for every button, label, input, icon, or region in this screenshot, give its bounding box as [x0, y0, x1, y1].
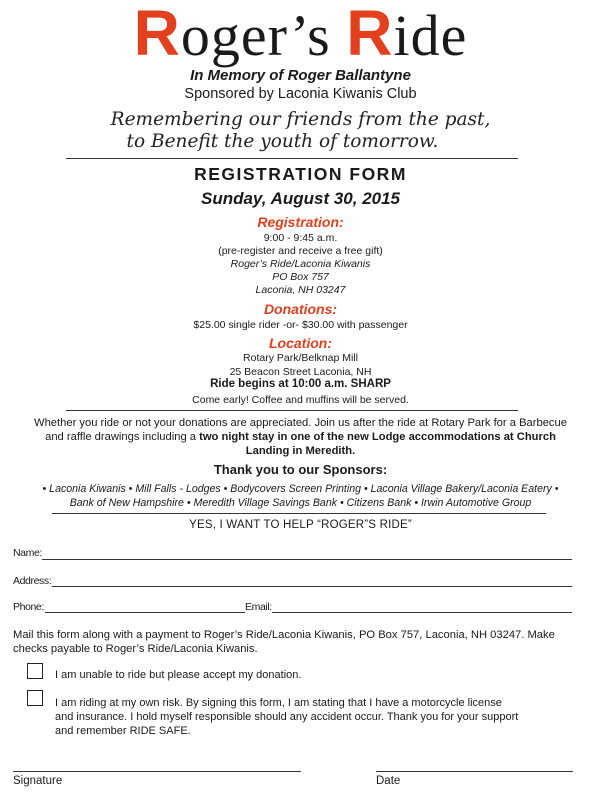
- name-field[interactable]: [42, 559, 572, 560]
- date-field[interactable]: [376, 771, 573, 772]
- divider: [52, 513, 546, 514]
- rider-waiver-line-2: and insurance. I hold myself responsible should any accident occur. Thank you for your support: [55, 711, 519, 723]
- appreciation-line-1: Whether you ride or not your donations are appreciated. Join us after the ride at Rotary Park for a Barbecue: [34, 417, 567, 429]
- location-note: Come early! Coffee and muffins will be served.: [192, 394, 409, 406]
- raffle-prize: two night stay in one of the new Lodge accommodations at Church: [199, 431, 556, 443]
- title-letter-r: R: [133, 0, 181, 69]
- registration-note: (pre-register and receive a free gift): [218, 245, 383, 257]
- form-title: REGISTRATION FORM: [194, 164, 407, 184]
- email-field[interactable]: [272, 612, 572, 613]
- signup-heading: YES, I WANT TO HELP “ROGER”S RIDE”: [189, 519, 412, 531]
- registration-po-box: PO Box 757: [272, 271, 329, 283]
- location-street: 25 Beacon Street Laconia, NH: [229, 366, 372, 378]
- title-part: oger’s: [180, 3, 347, 68]
- mail-instructions: [13, 628, 593, 656]
- donation-only-label: I am unable to ride but please accept my donation.: [55, 669, 302, 681]
- signature-label: Signature: [13, 775, 63, 787]
- signature-field[interactable]: [13, 771, 301, 772]
- appreciation-line-2: [0, 430, 601, 444]
- registration-org: Roger’s Ride/Laconia Kiwanis: [230, 258, 371, 270]
- rider-waiver-checkbox[interactable]: [27, 690, 43, 706]
- sponsors-line-2: Bank of New Hampshire • Meredith Village Savings Bank • Citizens Bank • Irwin Automotive Group: [69, 497, 532, 509]
- location-heading: Location:: [269, 335, 332, 351]
- donation-only-checkbox[interactable]: [27, 663, 43, 679]
- donations-heading: Donations:: [263, 301, 338, 317]
- title-letter-r: R: [346, 0, 394, 69]
- ride-start: Ride begins at 10:00 a.m. SHARP: [210, 378, 391, 390]
- sponsor-line: Sponsored by Laconia Kiwanis Club: [184, 86, 417, 102]
- title-part: ide: [393, 3, 468, 68]
- event-title: [0, 2, 601, 67]
- date-label: Date: [376, 775, 401, 787]
- phone-label: Phone:: [13, 601, 44, 613]
- address-label: Address:: [13, 575, 52, 587]
- tagline-2: to Benefit the youth of tomorrow.: [126, 131, 439, 152]
- rider-waiver-text: [55, 696, 575, 738]
- registration-time: 9:00 - 9:45 a.m.: [263, 232, 338, 244]
- registration-heading: Registration:: [257, 214, 344, 230]
- appreciation-text: and raffle drawings including a: [45, 431, 200, 443]
- address-field[interactable]: [52, 586, 572, 587]
- event-date: Sunday, August 30, 2015: [200, 189, 401, 208]
- sponsors-heading: Thank you to our Sponsors:: [213, 462, 388, 477]
- sponsors-list: [4, 482, 597, 510]
- divider: [66, 410, 518, 411]
- tagline-1: Remembering our friends from the past,: [110, 109, 491, 130]
- divider: [66, 158, 518, 159]
- email-label: Email:: [245, 601, 272, 613]
- mail-line-2: checks payable to Roger’s Ride/Laconia Kiwanis.: [13, 643, 258, 655]
- registration-city: Laconia, NH 03247: [255, 284, 346, 296]
- appreciation-line-3: Landing in Meredith.: [245, 445, 356, 457]
- phone-field[interactable]: [45, 612, 245, 613]
- location-place: Rotary Park/Belknap Mill: [243, 352, 358, 364]
- sponsors-line-1: • Laconia Kiwanis • Mill Falls - Lodges • Bodycovers Screen Printing • Laconia Village Bakery/Laconia Eatery •: [42, 483, 559, 495]
- donations-text: $25.00 single rider -or- $30.00 with passenger: [193, 319, 408, 331]
- mail-line-1: Mail this form along with a payment to Roger’s Ride/Laconia Kiwanis, PO Box 757, Laconia, NH 03247. Make: [13, 629, 555, 641]
- name-label: Name:: [13, 547, 42, 559]
- rider-waiver-line-1: I am riding at my own risk. By signing this form, I am stating that I have a motorcycle license: [55, 697, 502, 709]
- memorial-line: In Memory of Roger Ballantyne: [190, 67, 411, 84]
- rider-waiver-line-3: and remember RIDE SAFE.: [55, 725, 191, 737]
